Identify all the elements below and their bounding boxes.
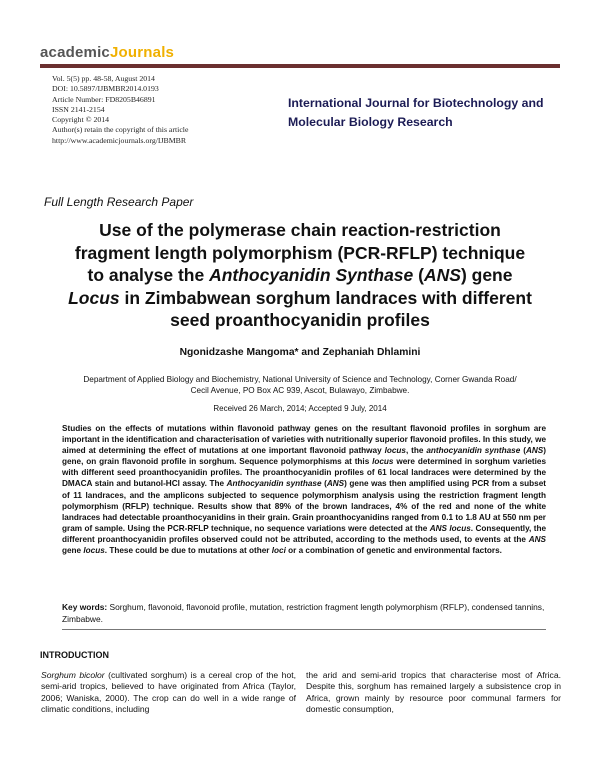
affiliation-line1: Department of Applied Biology and Biochemistry, National University of Science and Technology, Corner Gwanda Road/ [83, 375, 517, 384]
abstract-text: , the [405, 446, 427, 456]
header-rule [40, 64, 560, 68]
abstract-italic: Anthocyanidin synthase [226, 479, 322, 489]
abstract-text: ( [321, 479, 327, 489]
article-title [30, 219, 570, 332]
meta-article-number: Article Number: FD8205B46891 [52, 94, 156, 104]
title-text: ) gene [460, 265, 513, 286]
meta-doi: DOI: 10.5897/IJBMBR2014.0193 [52, 84, 159, 94]
title-gene-abbrev: ANS [423, 265, 461, 286]
abstract-text: . Consequently, the different proanthocyanidin profiles observed could not be attributed, according to the methods used, to events at the [62, 523, 546, 544]
abstract-text: were determined in sorghum varieties with different seed proanthocyanidin profiles. The proanthocyanidin profiles of 61 local landraces were determined by the DMACA stain and butanol-HCl assay. The [62, 457, 546, 489]
publisher-logo [40, 44, 174, 61]
keywords-label: Key words: [62, 602, 108, 612]
title-gene-name: Anthocyanidin Synthase [209, 265, 414, 286]
abstract-italic: anthocyanidin synthase [426, 446, 521, 456]
article-meta [52, 74, 247, 146]
abstract-text: ( [520, 446, 526, 456]
keywords [62, 602, 546, 625]
abstract [62, 423, 546, 556]
meta-volume: Vol. 5(5) pp. 48-58, August 2014 [52, 74, 155, 83]
title-line [30, 264, 570, 287]
meta-copyright: Copyright © 2014 [52, 115, 110, 125]
title-text: in Zimbabwean sorghum landraces with different [119, 287, 532, 308]
abstract-italic: ANS [528, 534, 546, 544]
affiliation-line2: Cecil Avenue, PO Box AC 939, Ascot, Bulawayo, Zimbabwe. [190, 386, 410, 396]
abstract-italic: loci [271, 546, 286, 556]
abstract-text: ) gene, on grain flavonoid profile in sorghum. Sequence polymorphisms at this [62, 446, 546, 467]
abstract-text: or a combination of genetic and environmental factors. [285, 546, 502, 556]
title-line: Use of the polymerase chain reaction-restriction [99, 220, 501, 240]
abstract-italic: ANS [326, 479, 345, 489]
authors: Ngonidzashe Mangoma* and Zephaniah Dhlamini [179, 347, 421, 358]
meta-url[interactable]: http://www.academicjournals.org/IJBMBR [52, 135, 187, 145]
body-column-right: the arid and semi-arid tropics that characterise most of Africa. Despite this, sorghum has remained largely a subsistence crop in Africa, grown mainly by resource poor communal farmers for domestic consumption, [306, 670, 561, 715]
affiliation [30, 374, 570, 397]
abstract-italic: locus [384, 446, 406, 456]
title-line: seed proanthocyanidin profiles [170, 310, 430, 331]
keywords-text: Sorghum, flavonoid, flavonoid profile, mutation, restriction fragment length polymorphism (RFLP), condensed tannins, Zimbabwe. [62, 602, 545, 624]
abstract-italic: locus [372, 457, 394, 467]
meta-rights: Author(s) retain the copyright of this article [52, 125, 189, 135]
received-dates: Received 26 March, 2014; Accepted 9 July, 2014 [213, 404, 387, 413]
abstract-italic: ANS locus [429, 523, 471, 533]
abstract-italic: locus [83, 546, 105, 556]
title-line [30, 287, 570, 310]
journal-title-line1: International Journal for Biotechnology and [288, 96, 544, 110]
title-line: fragment length polymorphism (PCR-RFLP) technique [74, 242, 526, 263]
body-text: (cultivated sorghum) is a cereal crop of the hot, semi-arid tropics, believed to have originated from Africa (Taylor, 2006; Waniska, 2000). The crop can do well in a wide range of climatic conditions, including [41, 670, 296, 715]
abstract-text: gene [62, 546, 84, 556]
logo-part-journals: Journals [109, 44, 175, 61]
meta-issn: ISSN 2141-2154 [52, 104, 105, 114]
journal-title-line2: Molecular Biology Research [288, 115, 453, 129]
document-type: Full Length Research Paper [44, 195, 194, 209]
title-text: ( [413, 265, 424, 286]
species-name: Sorghum bicolor [41, 670, 105, 680]
abstract-text: ) gene was then amplified using PCR from a subset of 11 landraces, and the amplicons subjected to sequence polymorphism analysis using the restriction fragment length polymorphism (RFLP) technique. Results show that 89% of the brown landraces, 4% of the red and none of the white landraces had detectable proanthocyanidins in their grain. Grain proanthocyanidins ranged from 0.1 to 1.8 AU at 550 nm per gram of sample. Using the PCR-RFLP technique, no sequence variations were detected at the [62, 479, 546, 533]
abstract-italic: ANS [525, 446, 544, 456]
body-column-left [41, 670, 296, 716]
journal-title [288, 94, 544, 132]
logo-part-academic: academic [40, 44, 110, 61]
title-text: to analyse the [87, 265, 210, 286]
abstract-text: Studies on the effects of mutations within flavonoid pathway genes on the resultant flavonoid profiles in sorghum are important in the identification and characterisation of varieties with nutritionally superior flavonoid profiles. In this study, we aimed at determining the effect of mutations at one important flavonoid pathway [62, 424, 546, 456]
introduction-heading: INTRODUCTION [40, 650, 109, 660]
abstract-text: . These could be due to mutations at other [104, 546, 272, 556]
section-divider [62, 629, 546, 630]
title-locus: Locus [68, 287, 120, 308]
